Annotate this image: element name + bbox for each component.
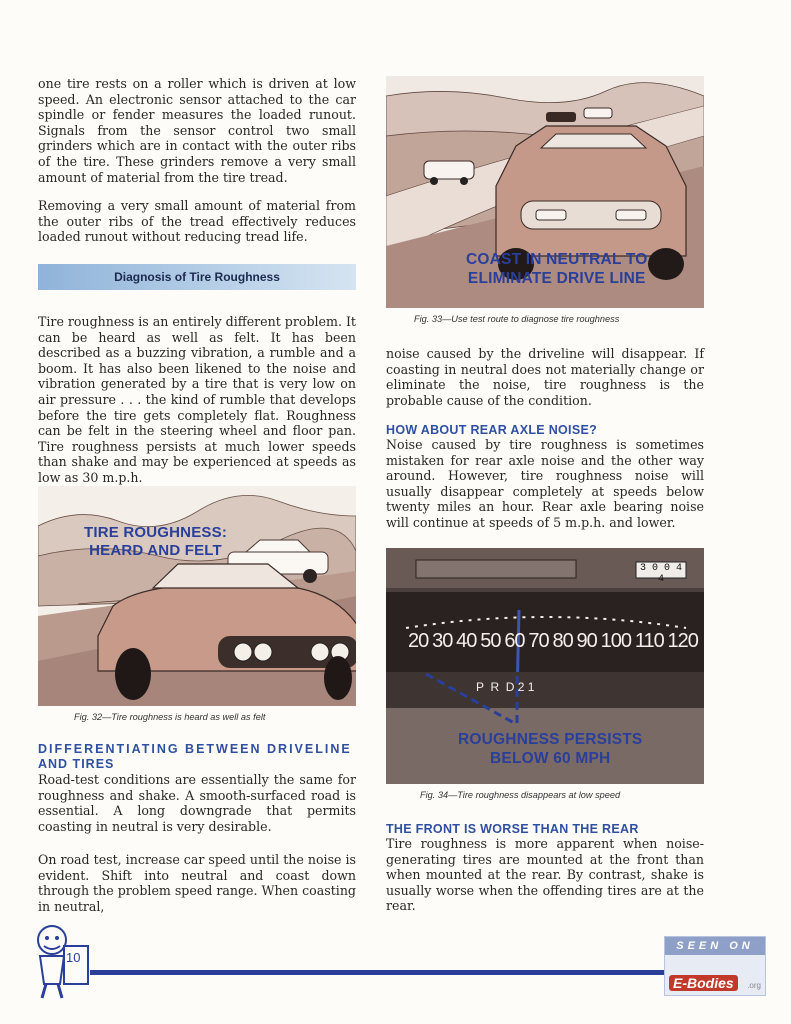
fig34-caption: Fig. 34—Tire roughness disappears at low speed bbox=[420, 790, 621, 800]
right-para-2: Noise caused by tire roughness is sometimes mistaken for rear axle noise and the other way around. However, tire roughness noise will usually disappear completely at speeds below twenty miles an hour. Rear axle bearing noise will continue at speeds of 5 m.p.h. and lower. bbox=[386, 437, 704, 530]
gear-indicator: P R D 2 1 bbox=[476, 680, 535, 694]
right-para-1: noise caused by the driveline will disappear. If coasting in neutral does not materially change or eliminate the noise, tire roughness is the probable cause of the condition. bbox=[386, 346, 704, 408]
fig33-caption: Fig. 33—Use test route to diagnose tire roughness bbox=[414, 314, 620, 324]
heading-rear-axle: HOW ABOUT REAR AXLE NOISE? bbox=[386, 423, 598, 437]
left-para-5: On road test, increase car speed until the noise is evident. Shift into neutral and coast down through the problem speed range. When coasting in neutral, bbox=[38, 852, 356, 914]
speed-scale: 20 30 40 50 60 70 80 90 100 110 120 bbox=[408, 630, 698, 652]
figure-33 bbox=[386, 76, 704, 308]
mascot-icon bbox=[30, 922, 90, 1002]
fig32-label: TIRE ROUGHNESS: HEARD AND FELT bbox=[84, 524, 228, 559]
fig33-label: COAST IN NEUTRAL TO ELIMINATE DRIVE LINE bbox=[466, 251, 648, 287]
mascot-figure bbox=[30, 922, 90, 1002]
left-para-4: Road-test conditions are essentially the same for roughness and shake. A smooth-surfaced road is essential. A long downgrade that permits coasting in neutral is very desirable. bbox=[38, 772, 356, 834]
left-para-1: one tire rests on a roller which is driven at low speed. An electronic sensor attached to the car spindle or fender measures the loaded runout. Signals from the sensor control two small grinders which are in contact with the outer ribs of the tire. These grinders remove a very small amount of material from the tire tread. bbox=[38, 76, 356, 185]
odometer: 3 0 0 4 4 bbox=[639, 563, 682, 585]
figure-34 bbox=[386, 548, 704, 784]
right-para-3: Tire roughness is more apparent when noise-generating tires are mounted at the front than when mounted at the rear. By contrast, shake is usually worse when the offending tires are at the rear. bbox=[386, 836, 704, 914]
heading-differentiating: DIFFERENTIATING BETWEEN DRIVELINE AND TIRES bbox=[38, 742, 352, 771]
left-para-2: Removing a very small amount of material from the outer ribs of the tread effectively reduces loaded runout without reducing tread life. bbox=[38, 198, 356, 245]
fig32-illustration bbox=[38, 486, 356, 706]
fig34-label: ROUGHNESS PERSISTS BELOW 60 MPH bbox=[458, 731, 643, 767]
section-banner: Diagnosis of Tire Roughness bbox=[38, 264, 356, 290]
left-para-3: Tire roughness is an entirely different problem. It can be heard as well as felt. It has been described as a buzzing vibration, a rumble and a boom. It has also been likened to the noise and vibration generated by a tire that is very low on air pressure . . . the kind of rumble that develops before the tire gets completely flat. Roughness can be felt in the steering wheel and floor pan. Tire roughness persists at much lower speeds than shake and may be experienced at speeds as low as 30 m.p.h. bbox=[38, 314, 356, 485]
heading-front-worse: THE FRONT IS WORSE THAN THE REAR bbox=[386, 822, 639, 836]
watermark-badge: SEEN ON E-Bodies .org bbox=[664, 936, 766, 996]
footer-rule bbox=[90, 970, 690, 975]
figure-32 bbox=[38, 486, 356, 706]
page-number: 10 bbox=[66, 950, 81, 965]
fig32-caption: Fig. 32—Tire roughness is heard as well as felt bbox=[74, 712, 266, 722]
